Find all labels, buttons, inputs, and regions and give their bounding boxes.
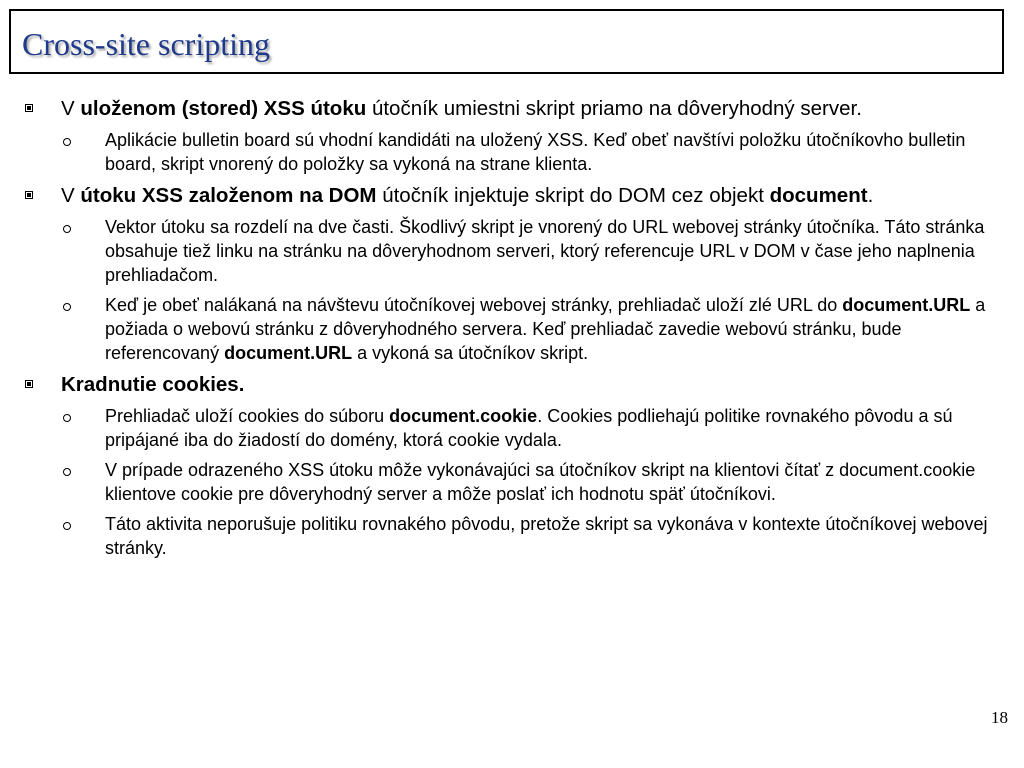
sub-bullet-text: V prípade odrazeného XSS útoku môže vykonávajúci sa útočníkov skript na klientovi čítať z document.cookie klientove cookie pre dôveryhodný server a môže poslať ich hodnotu späť útočníkovi. — [105, 460, 976, 504]
bullet-dom-xss — [0, 182, 991, 209]
sub-bullet-bold-text: document.URL — [224, 343, 353, 363]
bullet-bold-text: uloženom (stored) XSS útoku — [80, 97, 367, 120]
circle-bullet-icon — [63, 414, 71, 422]
sub-bullet-text: a vykoná sa útočníkov skript. — [352, 343, 589, 363]
circle-bullet-icon — [63, 522, 71, 530]
circle-bullet-icon — [63, 468, 71, 476]
slide-content — [0, 95, 1024, 566]
bullet-text: útočník umiestni skript priamo na dôveryhodný server. — [366, 97, 862, 120]
sub-bullet-text: . Cookies podliehajú politike rovnakého pôvodu a sú pripájané iba do žiadostí do domény, ktorá cookie vydala. — [105, 406, 953, 450]
sub-bullet-text: Prehliadač uloží cookies do súboru — [105, 406, 390, 426]
bullet-text: . — [867, 184, 874, 207]
bullet-cookie-theft — [0, 371, 991, 398]
circle-bullet-icon — [63, 225, 71, 233]
sub-bullet-text: Vektor útoku sa rozdelí na dve časti. Škodlivý skript je vnorený do URL webovej stránky útočníka. Táto stránka obsahuje tiež linku na stránku na dôveryhodnom serveri, ktorý referencuje URL v DOM v čase jeho naplnenia prehliadačom. — [105, 217, 985, 285]
square-bullet-icon — [25, 104, 33, 112]
sub-bullet-text: Aplikácie bulletin board sú vhodní kandidáti na uložený XSS. Keď obeť navštívi položku útočníkovho bulletin board, skript vnorený do položky sa vykoná na strane klienta. — [105, 130, 966, 174]
circle-bullet-icon — [63, 303, 71, 311]
sub-bullet-bold-text: document.URL — [842, 295, 971, 315]
bullet-bold-text: útoku XSS založenom na DOM — [80, 184, 377, 207]
bullet-text: útočník injektuje skript do DOM cez objekt — [376, 184, 770, 207]
bullet-stored-xss — [0, 95, 991, 122]
sub-bullet-victim-lured — [0, 293, 995, 365]
bullet-text: V — [61, 97, 81, 120]
bullet-bold-text: document — [769, 184, 868, 207]
bullet-text: V — [61, 184, 81, 207]
title-box — [9, 9, 1004, 74]
sub-bullet-document-cookie — [0, 404, 995, 452]
bullet-bold-text: Kradnutie cookies. — [61, 373, 245, 396]
page-number: 18 — [991, 708, 1008, 727]
circle-bullet-icon — [63, 138, 71, 146]
sub-bullet-attack-vector — [0, 215, 995, 287]
sub-bullet-bulletin-board — [0, 128, 995, 176]
square-bullet-icon — [25, 191, 33, 199]
sub-bullet-reflected-xss — [0, 458, 995, 506]
square-bullet-icon — [25, 380, 33, 388]
sub-bullet-text: Táto aktivita neporušuje politiku rovnakého pôvodu, pretože skript sa vykonáva v kontexte útočníkovej webovej stránky. — [105, 514, 988, 558]
sub-bullet-text: a požiada o webovú stránku z dôveryhodného servera. Keď prehliadač zavedie webovú stránku, bude referencovaný — [105, 295, 986, 363]
slide-title: Cross-site scripting — [22, 26, 270, 62]
sub-bullet-same-origin — [0, 512, 995, 560]
sub-bullet-text: Keď je obeť nalákaná na návštevu útočníkovej webovej stránky, prehliadač uloží zlé URL do — [105, 295, 843, 315]
sub-bullet-bold-text: document.cookie — [389, 406, 538, 426]
